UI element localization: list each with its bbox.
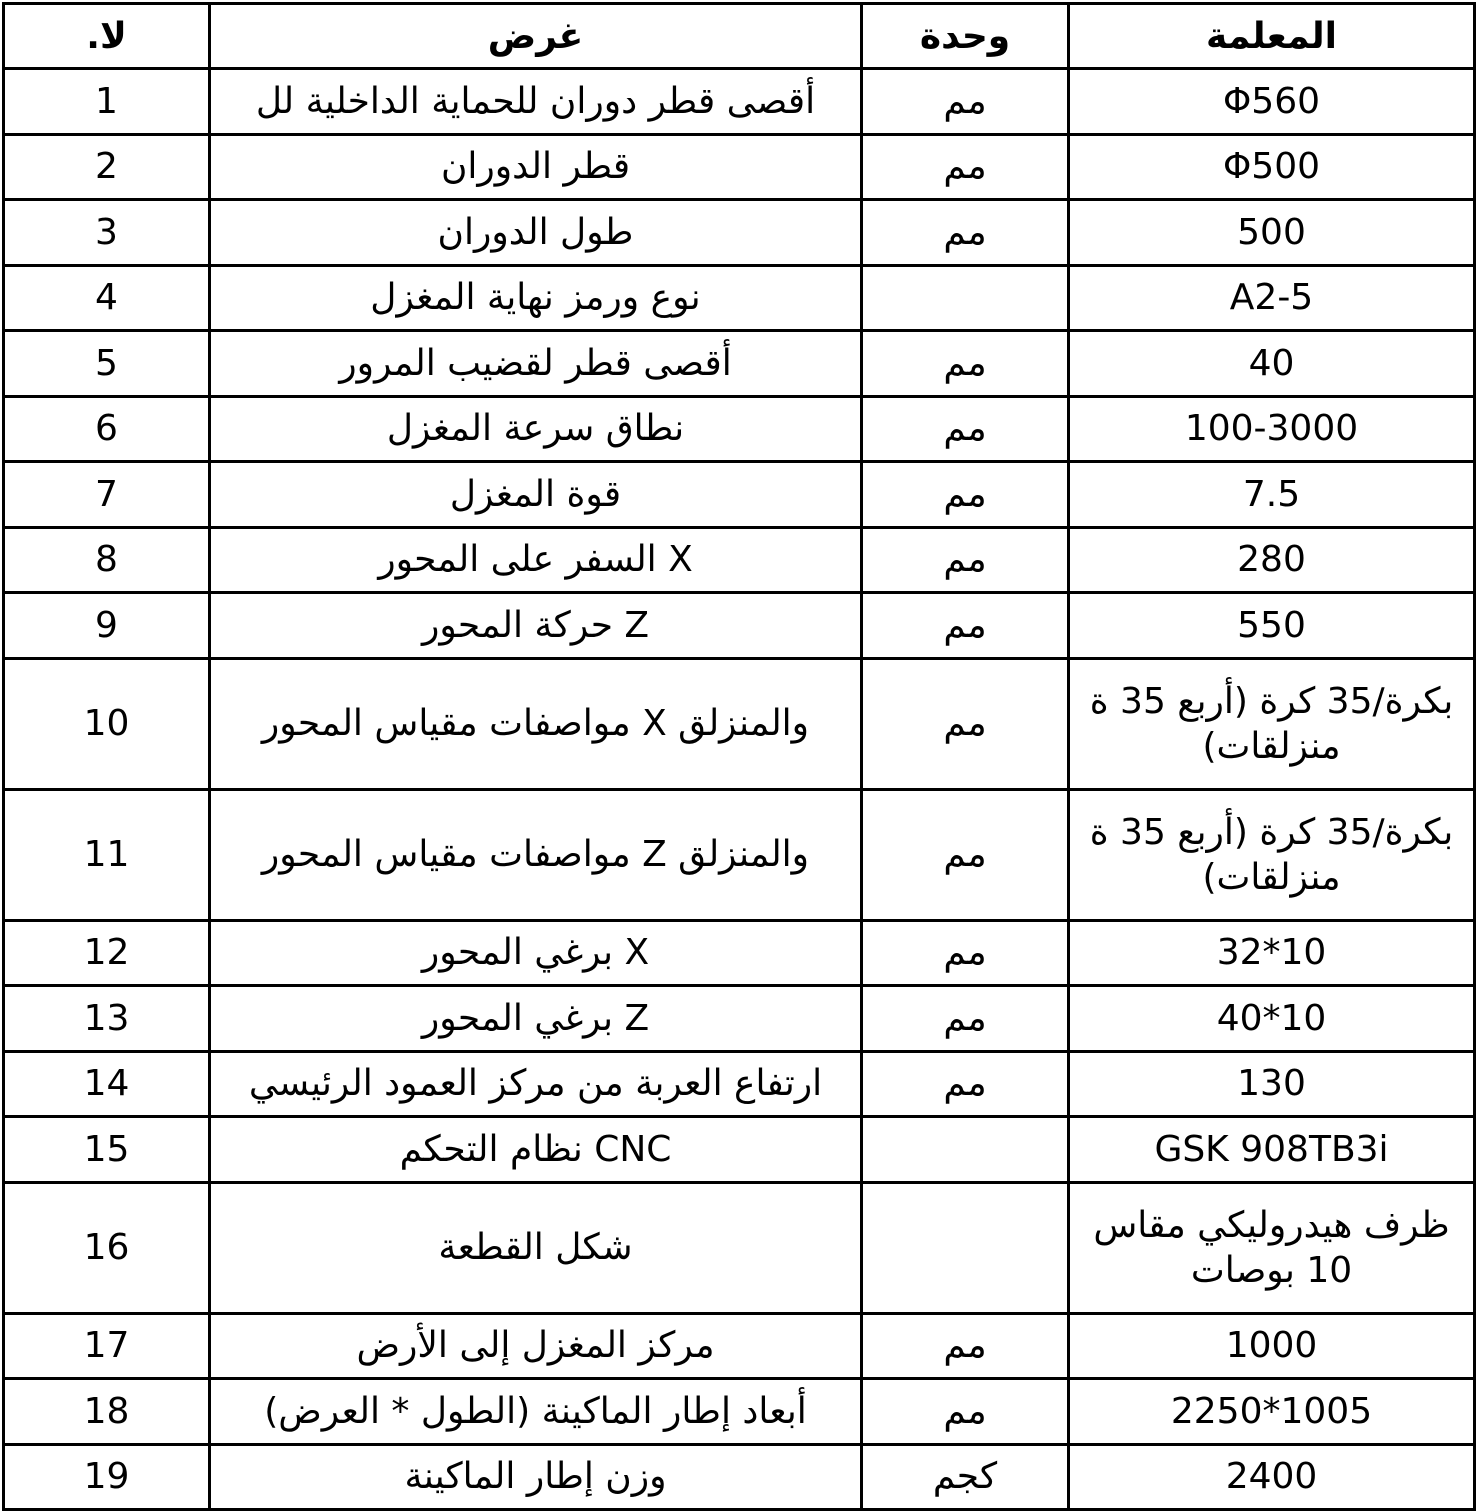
row-param: GSK 908TB3i (1069, 1117, 1475, 1183)
row-param: 130 (1069, 1051, 1475, 1117)
spec-table-body (4, 4, 1475, 1510)
row-param: 500 (1069, 200, 1475, 266)
row-purpose: شكل القطعة (210, 1182, 862, 1313)
row-no: 14 (4, 1051, 210, 1117)
row-unit (862, 1182, 1069, 1313)
table-row (4, 1051, 1475, 1117)
spec-table (2, 2, 1476, 1511)
row-unit: مم (862, 396, 1069, 462)
row-purpose: والمنزلق Z مواصفات مقياس المحور (210, 789, 862, 920)
table-row (4, 1379, 1475, 1445)
row-unit: مم (862, 69, 1069, 135)
row-no: 5 (4, 331, 210, 397)
row-purpose: مركز المغزل إلى الأرض (210, 1313, 862, 1379)
header-purpose: غرض (210, 4, 862, 69)
row-purpose: أقصى قطر لقضيب المرور (210, 331, 862, 397)
row-no: 2 (4, 134, 210, 200)
table-row (4, 658, 1475, 789)
row-no: 11 (4, 789, 210, 920)
row-unit: مم (862, 986, 1069, 1052)
row-no: 18 (4, 1379, 210, 1445)
row-purpose: Z حركة المحور (210, 593, 862, 659)
row-purpose: X برغي المحور (210, 920, 862, 986)
row-param: 1000 (1069, 1313, 1475, 1379)
row-purpose: قوة المغزل (210, 462, 862, 528)
row-purpose: وزن إطار الماكينة (210, 1444, 862, 1510)
row-no: 19 (4, 1444, 210, 1510)
row-param: 7.5 (1069, 462, 1475, 528)
table-row (4, 527, 1475, 593)
row-purpose: ارتفاع العربة من مركز العمود الرئيسي (210, 1051, 862, 1117)
row-param: ظرف هيدروليكي مقاس 10 بوصات (1069, 1182, 1475, 1313)
table-row (4, 265, 1475, 331)
table-row (4, 396, 1475, 462)
row-no: 7 (4, 462, 210, 528)
row-unit: مم (862, 134, 1069, 200)
table-row (4, 69, 1475, 135)
header-unit: وحدة (862, 4, 1069, 69)
row-no: 4 (4, 265, 210, 331)
row-param: 280 (1069, 527, 1475, 593)
row-unit: مم (862, 593, 1069, 659)
row-no: 6 (4, 396, 210, 462)
header-no: .لا (4, 4, 210, 69)
row-param: Φ560 (1069, 69, 1475, 135)
table-row (4, 1182, 1475, 1313)
row-no: 1 (4, 69, 210, 135)
row-no: 10 (4, 658, 210, 789)
table-row (4, 1313, 1475, 1379)
row-purpose: والمنزلق X مواصفات مقياس المحور (210, 658, 862, 789)
row-unit: كجم (862, 1444, 1069, 1510)
row-unit: مم (862, 200, 1069, 266)
row-unit: مم (862, 1379, 1069, 1445)
row-purpose: قطر الدوران (210, 134, 862, 200)
table-row (4, 200, 1475, 266)
row-purpose: طول الدوران (210, 200, 862, 266)
row-purpose: CNC نظام التحكم (210, 1117, 862, 1183)
row-no: 17 (4, 1313, 210, 1379)
row-unit: مم (862, 1313, 1069, 1379)
row-purpose: X السفر على المحور (210, 527, 862, 593)
row-purpose: نوع ورمز نهاية المغزل (210, 265, 862, 331)
row-param: بكرة/35 كرة (أربع 35 ة منزلقات) (1069, 658, 1475, 789)
table-row (4, 593, 1475, 659)
row-unit: مم (862, 462, 1069, 528)
row-param: 40*10 (1069, 986, 1475, 1052)
table-row (4, 462, 1475, 528)
table-row (4, 1444, 1475, 1510)
row-no: 13 (4, 986, 210, 1052)
row-purpose: أقصى قطر دوران للحماية الداخلية لل (210, 69, 862, 135)
table-row (4, 789, 1475, 920)
row-unit (862, 1117, 1069, 1183)
row-no: 16 (4, 1182, 210, 1313)
header-row (4, 4, 1475, 69)
row-param: 2400 (1069, 1444, 1475, 1510)
table-row (4, 331, 1475, 397)
row-no: 3 (4, 200, 210, 266)
row-purpose: Z برغي المحور (210, 986, 862, 1052)
row-purpose: أبعاد إطار الماكينة (الطول * العرض) (210, 1379, 862, 1445)
row-param: بكرة/35 كرة (أربع 35 ة منزلقات) (1069, 789, 1475, 920)
header-param: المعلمة (1069, 4, 1475, 69)
row-purpose: نطاق سرعة المغزل (210, 396, 862, 462)
row-param: 32*10 (1069, 920, 1475, 986)
row-no: 12 (4, 920, 210, 986)
row-no: 8 (4, 527, 210, 593)
row-param: Φ500 (1069, 134, 1475, 200)
row-no: 15 (4, 1117, 210, 1183)
row-unit: مم (862, 1051, 1069, 1117)
row-param: A2-5 (1069, 265, 1475, 331)
row-no: 9 (4, 593, 210, 659)
row-unit: مم (862, 527, 1069, 593)
row-unit: مم (862, 920, 1069, 986)
row-unit (862, 265, 1069, 331)
row-param: 40 (1069, 331, 1475, 397)
row-unit: مم (862, 789, 1069, 920)
table-row (4, 920, 1475, 986)
table-row (4, 134, 1475, 200)
row-param: 550 (1069, 593, 1475, 659)
row-unit: مم (862, 658, 1069, 789)
row-param: 100-3000 (1069, 396, 1475, 462)
table-row (4, 986, 1475, 1052)
row-param: 2250*1005 (1069, 1379, 1475, 1445)
row-unit: مم (862, 331, 1069, 397)
table-row (4, 1117, 1475, 1183)
